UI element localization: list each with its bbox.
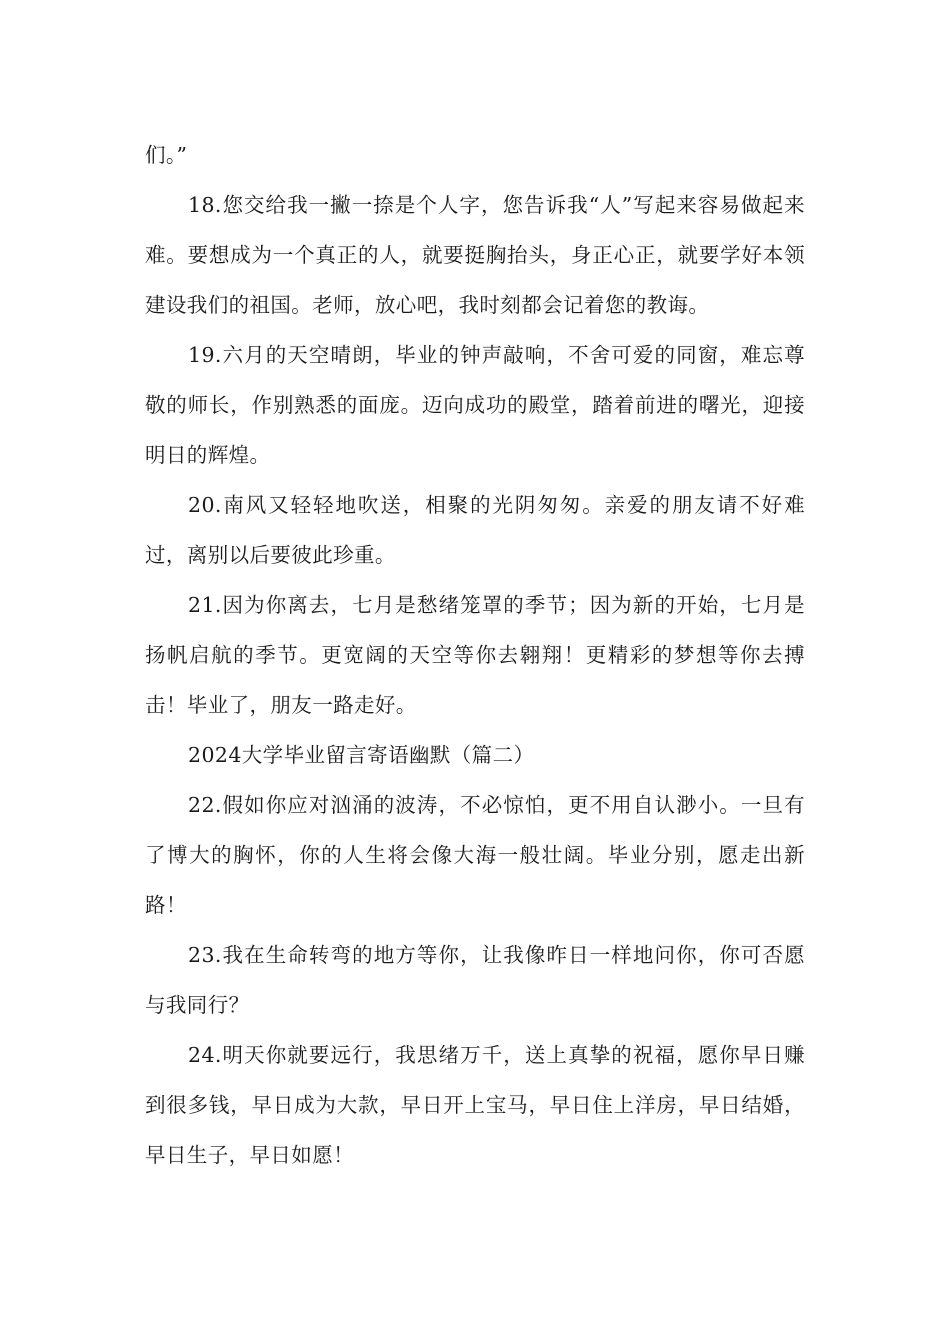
paragraph-19: 19.六月的天空晴朗，毕业的钟声敲响，不舍可爱的同窗，难忘尊敬的师长，作别熟悉的面庞。迈向成功的殿堂，踏着前进的曙光，迎接明日的辉煌。 — [145, 343, 805, 467]
paragraph-20: 20.南风又轻轻地吹送，相聚的光阴匆匆。亲爱的朋友请不好难过，离别以后要彼此珍重。 — [145, 493, 805, 567]
paragraph-18: 18.您交给我一撇一捺是个人字，您告诉我“人”写起来容易做起来难。要想成为一个真正的人，就要挺胸抬头，身正心正，就要学好本领建设我们的祖国。老师，放心吧，我时刻都会记着您的教诲。 — [145, 193, 805, 317]
paragraph-21: 21.因为你离去，七月是愁绪笼罩的季节；因为新的开始，七月是扬帆启航的季节。更宽阔的天空等你去翱翔！更精彩的梦想等你去搏击！毕业了，朋友一路走好。 — [145, 593, 805, 717]
document-body — [145, 130, 805, 1180]
paragraph-continuation: 们。” — [145, 143, 188, 167]
section-heading: 2024大学毕业留言寄语幽默（篇二） — [188, 743, 535, 767]
paragraph-23: 23.我在生命转弯的地方等你，让我像昨日一样地问你，你可否愿与我同行？ — [145, 943, 805, 1017]
paragraph-24: 24.明天你就要远行，我思绪万千，送上真挚的祝福，愿你早日赚到很多钱，早日成为大款，早日开上宝马，早日住上洋房，早日结婚，早日生子，早日如愿！ — [145, 1043, 805, 1167]
paragraph-22: 22.假如你应对汹涌的波涛，不必惊怕，更不用自认渺小。一旦有了博大的胸怀，你的人生将会像大海一般壮阔。毕业分别，愿走出新路！ — [145, 793, 805, 917]
